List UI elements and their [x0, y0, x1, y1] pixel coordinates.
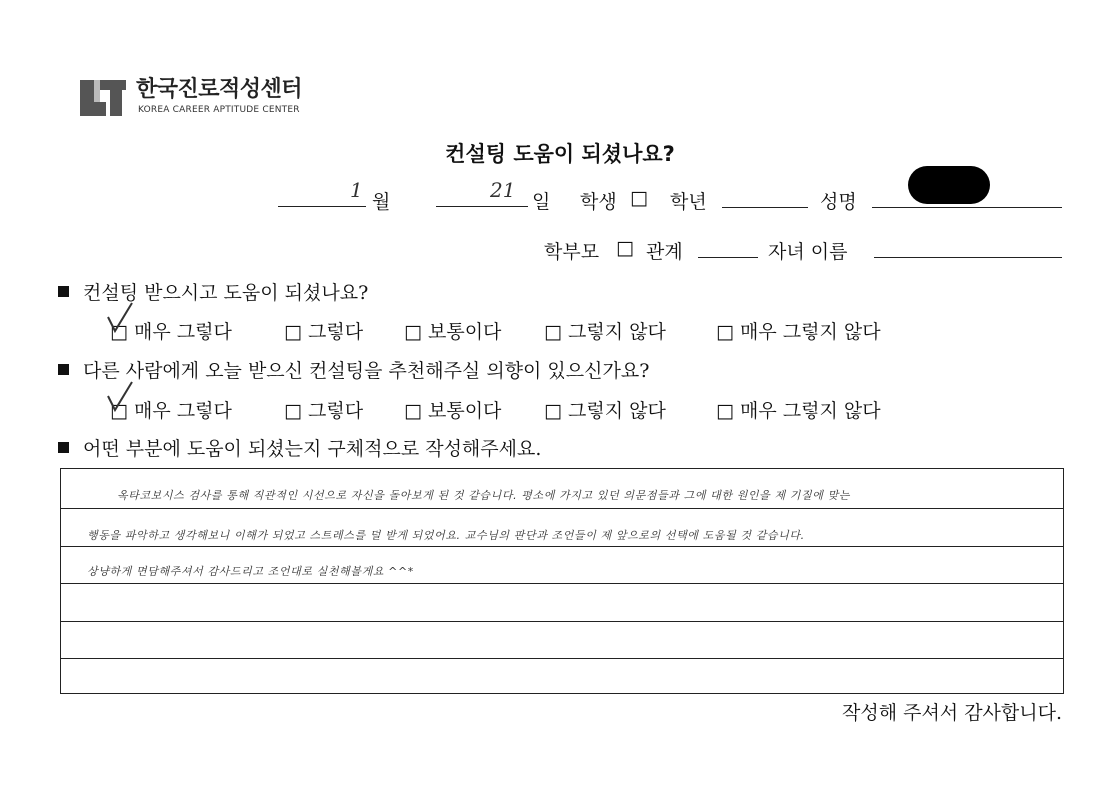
question-2-text: 다른 사람에게 오늘 받으신 컨설팅을 추천해주실 의향이 있으신가요?	[83, 360, 650, 382]
checkbox-icon: □	[716, 400, 734, 422]
center-logo-subtitle: KOREA CAREER APTITUDE CENTER	[138, 105, 300, 115]
q2-option-5-label: 매우 그렇지 않다	[740, 400, 881, 422]
checkbox-icon: □	[544, 400, 562, 422]
check-mark-icon	[104, 380, 136, 414]
answer-box[interactable]	[60, 468, 1064, 694]
child-name-field[interactable]	[874, 257, 1062, 258]
bullet-icon	[58, 442, 69, 453]
q1-option-2[interactable]	[284, 317, 363, 344]
day-label: 일	[532, 191, 551, 213]
answer-line-3: 상냥하게 면담해주셔서 감사드리고 조언대로 실천해볼게요 ^^*	[87, 565, 414, 578]
bullet-icon	[58, 286, 69, 297]
day-field[interactable]	[436, 206, 528, 207]
q1-option-4-label: 그렇지 않다	[568, 321, 666, 343]
q2-option-3-label: 보통이다	[428, 400, 502, 422]
parent-label: 학부모	[544, 241, 600, 263]
form-title: 컨설팅 도움이 되셨나요?	[445, 142, 675, 166]
q1-option-1-label: 매우 그렇다	[134, 321, 232, 343]
q2-option-4-label: 그렇지 않다	[568, 400, 666, 422]
answer-line-1: 옥타코보시스 검사를 통해 직관적인 시선으로 자신을 돌아보게 된 것 같습니다. 평소에 가지고 있던 의문점들과 그에 대한 원인을 제 기질에 맞는	[117, 489, 851, 502]
day-value: 21	[490, 178, 516, 202]
redacted-name	[908, 166, 990, 204]
checkbox-icon: □	[404, 400, 422, 422]
check-mark-icon	[104, 301, 136, 335]
relation-label: 관계	[646, 241, 683, 263]
question-3	[58, 434, 541, 461]
q2-option-4[interactable]	[544, 396, 666, 423]
q1-option-3[interactable]	[404, 317, 501, 344]
q1-option-1[interactable]	[110, 317, 232, 344]
month-label: 월	[372, 191, 391, 213]
question-2	[58, 356, 649, 383]
parent-checkbox[interactable]: □	[616, 237, 634, 259]
q2-option-5[interactable]	[716, 396, 881, 423]
relation-field[interactable]	[698, 257, 758, 258]
checkbox-icon: □	[110, 321, 128, 343]
q1-option-5-label: 매우 그렇지 않다	[740, 321, 881, 343]
name-field[interactable]	[872, 207, 1062, 208]
checkbox-icon: □	[716, 321, 734, 343]
q2-option-2-label: 그렇다	[308, 400, 364, 422]
bullet-icon	[58, 364, 69, 375]
center-logo-mark-icon	[80, 72, 128, 116]
q1-option-4[interactable]	[544, 317, 666, 344]
q1-option-5[interactable]	[716, 317, 881, 344]
q2-option-1[interactable]	[110, 396, 232, 423]
answer-row-divider	[61, 583, 1063, 584]
checkbox-icon: □	[110, 400, 128, 422]
answer-row-divider	[61, 508, 1063, 509]
q1-option-3-label: 보통이다	[428, 321, 502, 343]
answer-row-divider	[61, 621, 1063, 622]
month-value: 1	[350, 178, 363, 202]
checkbox-icon: □	[284, 321, 302, 343]
grade-label: 학년	[670, 191, 707, 213]
q2-option-1-label: 매우 그렇다	[134, 400, 232, 422]
checkbox-icon: □	[284, 400, 302, 422]
q1-option-2-label: 그렇다	[308, 321, 364, 343]
answer-line-2: 행동을 파악하고 생각해보니 이해가 되었고 스트레스를 덜 받게 되었어요. 교수님의 판단과 조언들이 제 앞으로의 선택에 도움될 것 같습니다.	[87, 529, 805, 542]
student-checkbox[interactable]: □	[630, 187, 648, 209]
question-1-text: 컨설팅 받으시고 도움이 되셨나요?	[83, 282, 369, 304]
q2-option-2[interactable]	[284, 396, 363, 423]
checkbox-icon: □	[404, 321, 422, 343]
answer-row-divider	[61, 546, 1063, 547]
question-3-text: 어떤 부분에 도움이 되셨는지 구체적으로 작성해주세요.	[83, 438, 542, 460]
child-name-label: 자녀 이름	[768, 241, 848, 263]
student-label: 학생	[580, 191, 617, 213]
answer-row-divider	[61, 658, 1063, 659]
thank-you-note: 작성해 주셔서 감사합니다.	[841, 702, 1062, 724]
q2-option-3[interactable]	[404, 396, 501, 423]
name-label: 성명	[820, 191, 857, 213]
month-field[interactable]	[278, 206, 366, 207]
center-logo-name: 한국진로적성센터	[136, 77, 303, 102]
checkbox-icon: □	[544, 321, 562, 343]
grade-field[interactable]	[722, 207, 808, 208]
